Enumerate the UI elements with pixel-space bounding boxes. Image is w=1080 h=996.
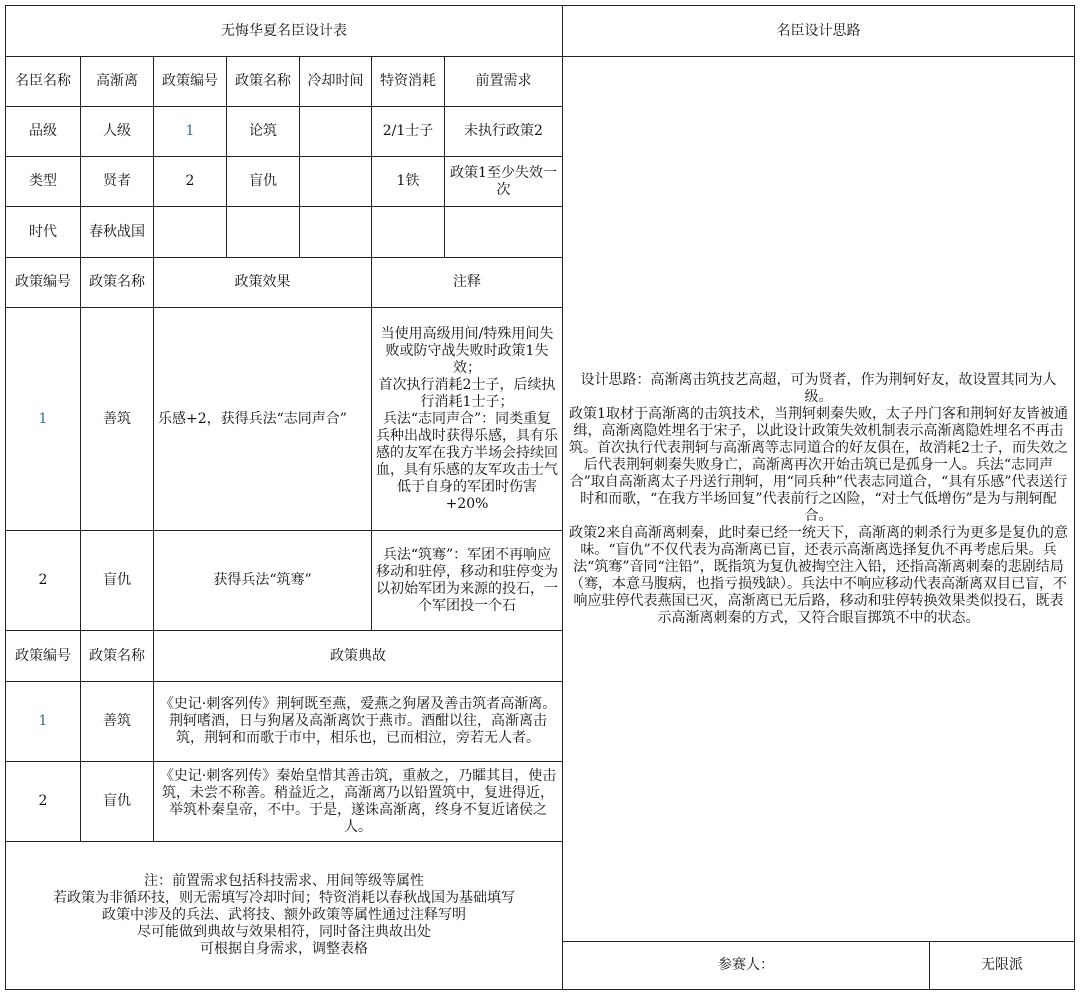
policy-2-no: 2 [153, 156, 226, 206]
policy-1-cooldown [299, 106, 371, 156]
effects-header-effect: 政策效果 [153, 257, 371, 307]
effect-1-name: 善筑 [80, 307, 153, 530]
policy-1-name: 论筑 [226, 106, 299, 156]
design-idea-body: 设计思路：高渐离击筑技艺高超，可为贤者，作为荆轲好友，故设置其同为人级。 政策1取材于高渐离的击筑技术，当荆轲刺秦失败，太子丹门客和荆轲好友皆被通缉，高渐离隐姓埋名于宋子，以此设计政策失效机制表示高渐离隐姓埋名不再击筑。首次执行代表荆轲与高渐离等志同道合的好友俱在，故消耗2士子，而失效之后代表荆轲刺秦失败身亡，高渐离再次开始击筑已是孤身一人。兵法“志同声合”取自高渐离太子丹送行荆轲，用“同兵种”代表志同道合，“具有乐感”代表送行时和而歌，“在我方半场回复”代表前行之凶险，“对士气低增伤”是为与荆轲配合。 政策2来自高渐离刺秦，此时秦已经一统天下，高渐离的刺杀行为更多是复仇的意味。“盲仇”不仅代表为高渐离已盲，还表示高渐离选择复仇不再考虑后果。兵法“筑骞”音同“注铅”，既指筑为复仇被掏空注入铅，还指高渐离刺秦的悲剧结局（骞，本意马腹病，也指亏损残缺）。兵法中不响应移动代表高渐离双目已盲，不响应驻停代表燕国已灭，高渐离已无后路，移动和驻停转换效果类似投石，既表示高渐离刺秦的方式，又符合眼盲掷筑不中的状态。 [562, 56, 1075, 941]
effects-header-note: 注释 [371, 257, 562, 307]
header-policy-name: 政策名称 [226, 56, 299, 106]
era-label: 时代 [5, 206, 80, 257]
story-2-name: 盲仇 [80, 761, 153, 841]
grade-label: 品级 [5, 106, 80, 156]
policy-1-no: 1 [153, 106, 226, 156]
story-header-no: 政策编号 [5, 630, 80, 681]
policy-1-cost: 2/1士子 [371, 106, 444, 156]
era-value: 春秋战国 [80, 206, 153, 257]
notes-block: 注：前置需求包括科技需求、用间等级等属性 若政策为非循环技，则无需填写冷却时间；特资消耗以春秋战国为基础填写 政策中涉及的兵法、武将技、额外政策等属性通过注释写明 尽可能做到典故与效果相符，同时备注典故出处 可根据自身需求，调整表格 [5, 841, 562, 990]
empty-cell [153, 206, 226, 257]
story-header-story: 政策典故 [153, 630, 562, 681]
effect-1-no: 1 [5, 307, 80, 530]
policy-2-cost: 1铁 [371, 156, 444, 206]
story-2-text: 《史记·刺客列传》秦始皇惜其善击筑，重赦之，乃矐其目，使击筑，未尝不称善。稍益近之，高渐离乃以铅置筑中，复进得近，举筑朴秦皇帝，不中。于是，遂诛高渐离，终身不复近诸侯之人。 [153, 761, 562, 841]
empty-cell [444, 206, 562, 257]
sheet-title: 无悔华夏名臣设计表 [5, 5, 562, 56]
effect-1-text: 乐感+2，获得兵法“志同声合” [153, 307, 371, 530]
header-prereq: 前置需求 [444, 56, 562, 106]
story-1-text: 《史记·刺客列传》荆轲既至燕，爱燕之狗屠及善击筑者高渐离。荆轲嗜酒，日与狗屠及高渐离饮于燕市。酒酣以往，高渐离击筑，荆轲和而歌于市中，相乐也，已而相泣，旁若无人者。 [153, 681, 562, 761]
header-minister-name: 名臣名称 [5, 56, 80, 106]
effect-2-name: 盲仇 [80, 530, 153, 630]
effect-2-text: 获得兵法“筑骞” [153, 530, 371, 630]
minister-name-value: 高渐离 [80, 56, 153, 106]
story-1-name: 善筑 [80, 681, 153, 761]
header-cooldown: 冷却时间 [299, 56, 371, 106]
effect-2-note: 兵法“筑骞”：军团不再响应移动和驻停，移动和驻停变为以初始军团为来源的投石，一个军团投一个石 [371, 530, 562, 630]
effects-header-no: 政策编号 [5, 257, 80, 307]
policy-2-prereq: 政策1至少失效一次 [444, 156, 562, 206]
effect-2-no: 2 [5, 530, 80, 630]
empty-cell [299, 206, 371, 257]
empty-cell [226, 206, 299, 257]
grade-value: 人级 [80, 106, 153, 156]
effects-header-name: 政策名称 [80, 257, 153, 307]
participant-value: 无限派 [929, 941, 1075, 990]
policy-2-name: 盲仇 [226, 156, 299, 206]
effect-1-note: 当使用高级用间/特殊用间失败或防守战失败时政策1失效； 首次执行消耗2士子，后续执行消耗1士子； 兵法“志同声合”：同类重复兵种出战时获得乐感，具有乐感的友军在我方半场会持续回血，具有乐感的友军攻击士气低于自身的军团时伤害+20% [371, 307, 562, 530]
design-idea-title: 名臣设计思路 [562, 5, 1075, 56]
story-2-no: 2 [5, 761, 80, 841]
participant-label: 参赛人： [562, 941, 929, 990]
type-label: 类型 [5, 156, 80, 206]
type-value: 贤者 [80, 156, 153, 206]
empty-cell [371, 206, 444, 257]
header-policy-no: 政策编号 [153, 56, 226, 106]
story-1-no: 1 [5, 681, 80, 761]
policy-1-prereq: 未执行政策2 [444, 106, 562, 156]
header-cost: 特资消耗 [371, 56, 444, 106]
story-header-name: 政策名称 [80, 630, 153, 681]
policy-2-cooldown [299, 156, 371, 206]
